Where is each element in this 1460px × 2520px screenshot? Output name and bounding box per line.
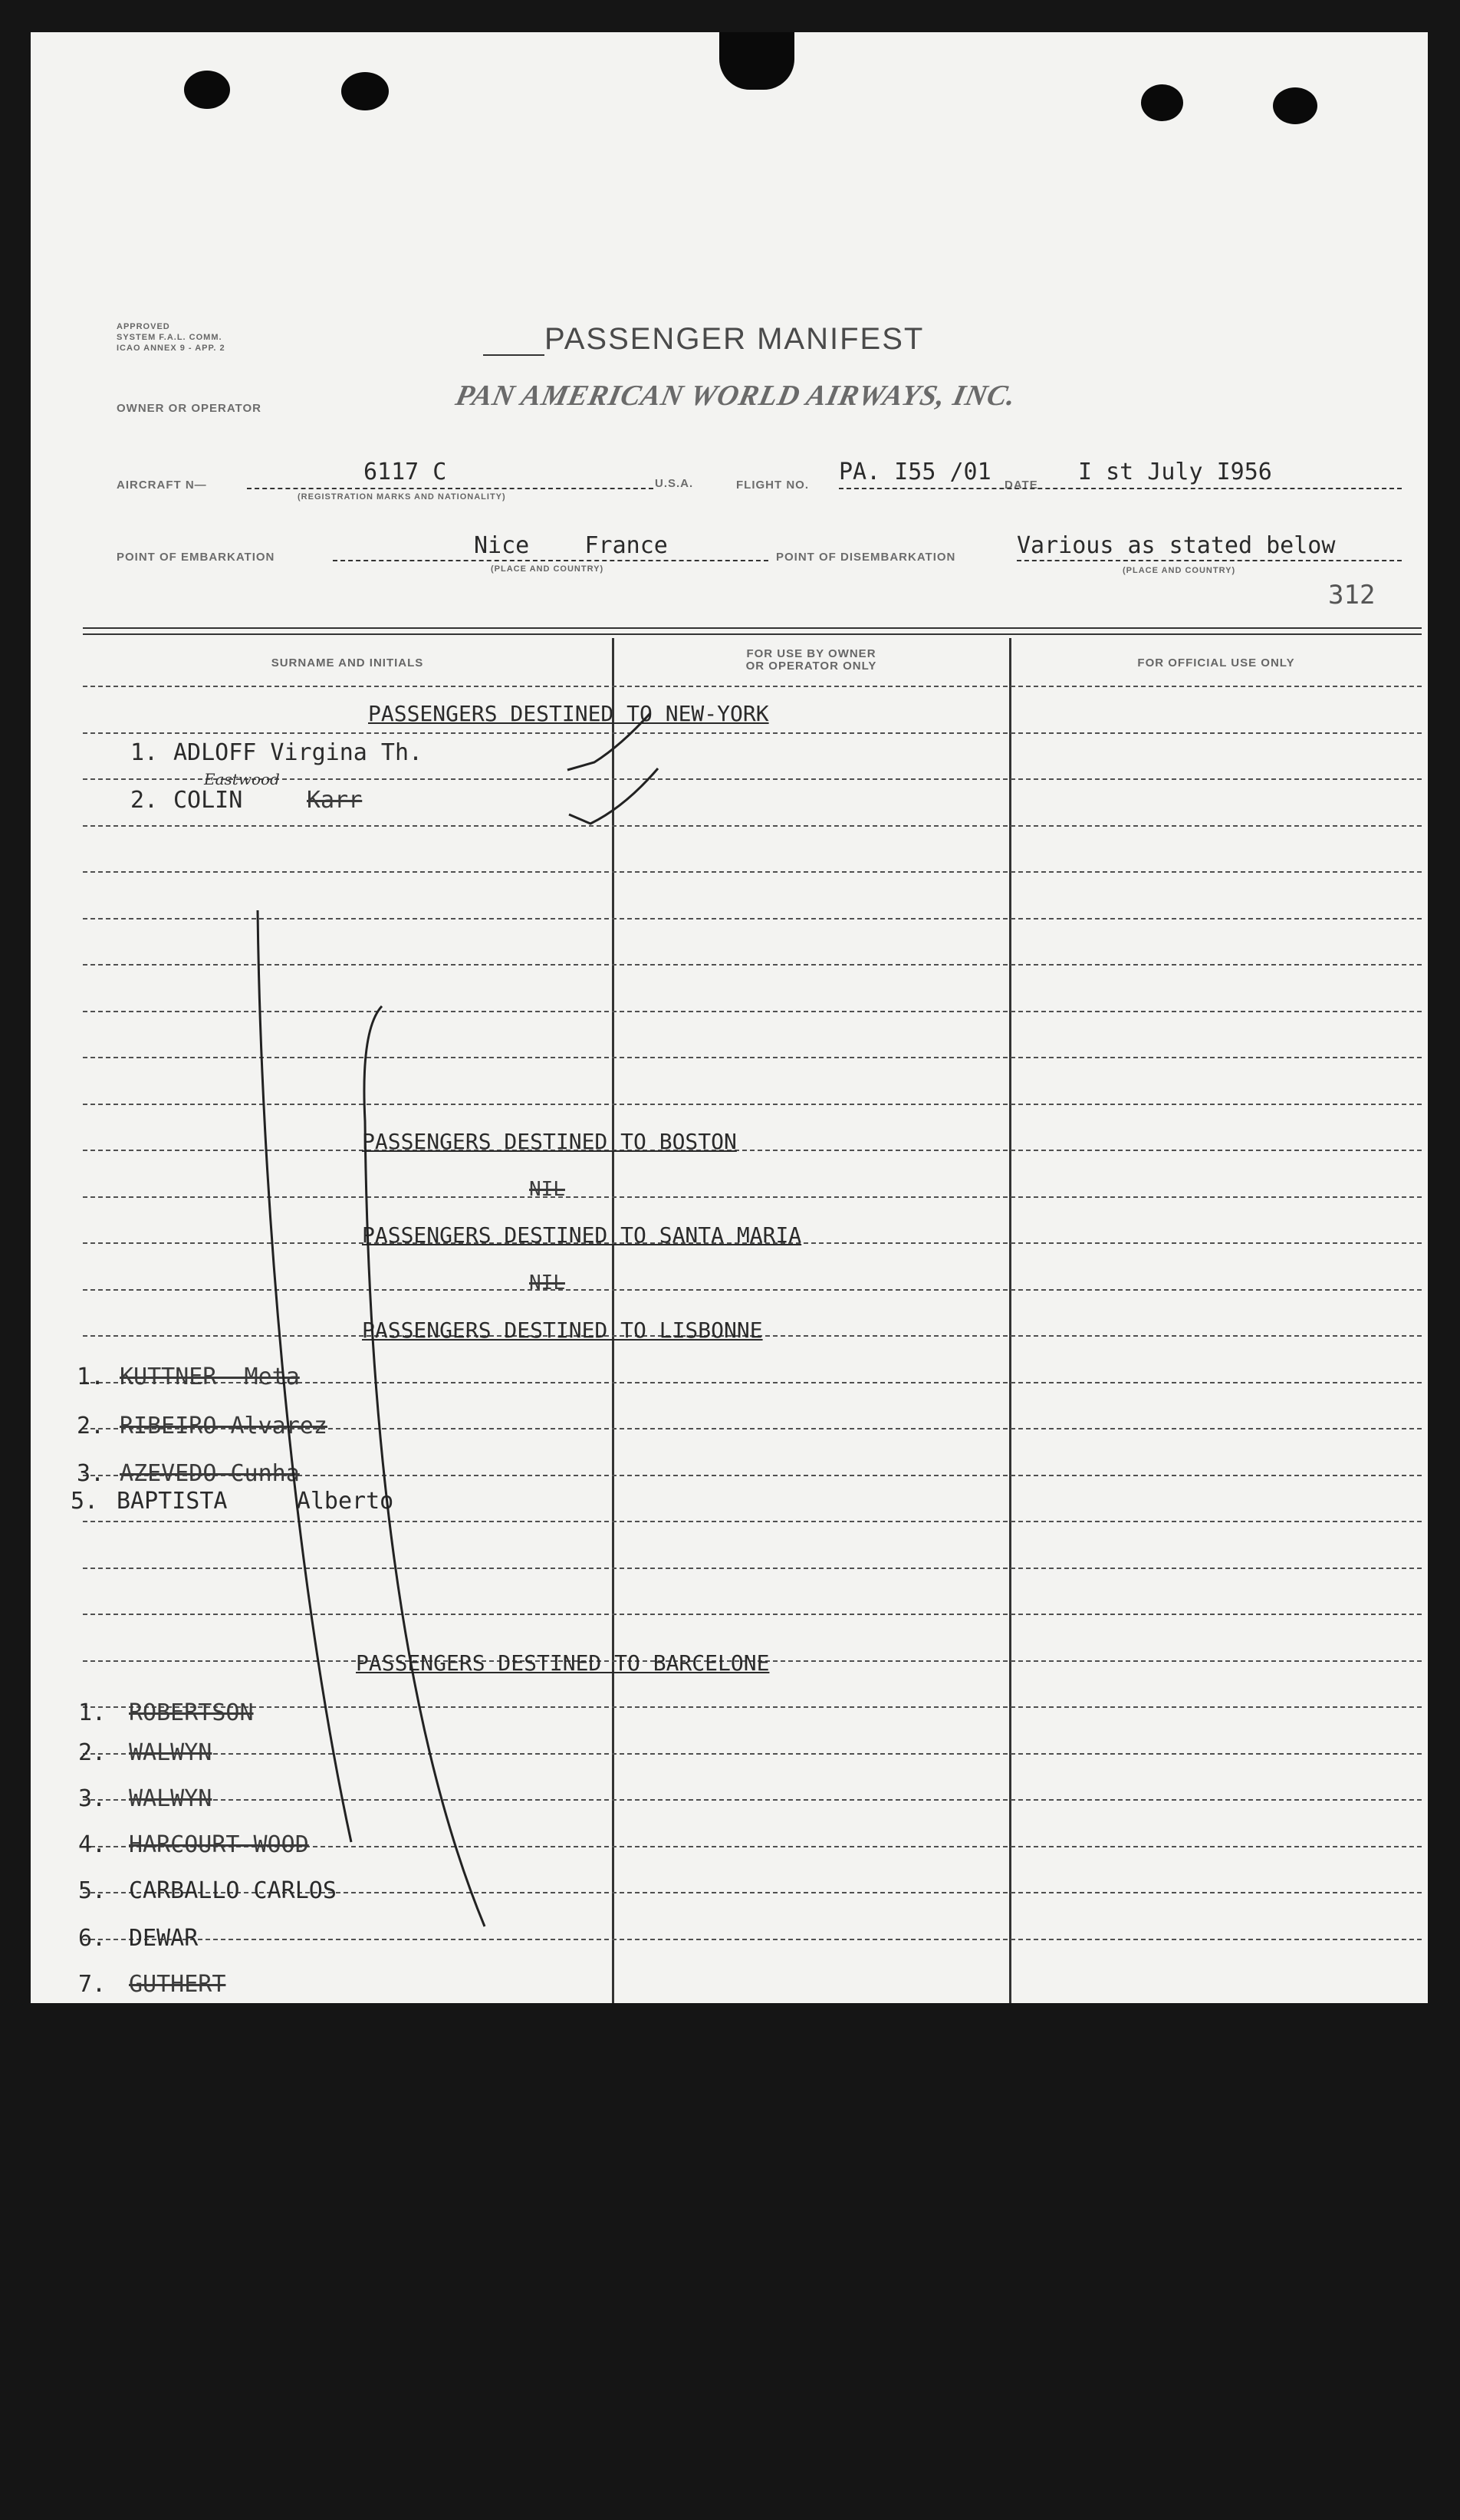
disembarkation-caption: (PLACE AND COUNTRY) (1123, 566, 1236, 575)
passenger-name: ROBERTSON (129, 1699, 254, 1726)
column-header-official: FOR OFFICIAL USE ONLY (1137, 656, 1295, 669)
entry-number: 4. (78, 1831, 107, 1858)
owner-name: PAN AMERICAN WORLD AIRWAYS, INC. (452, 380, 1020, 412)
passenger-name: DEWAR (129, 1925, 199, 1952)
section-header-santa-maria: PASSENGERS DESTINED TO SANTA MARIA (362, 1222, 802, 1248)
section-header-barcelone: PASSENGERS DESTINED TO BARCELONE (356, 1650, 770, 1676)
passenger-name: HARCOURT WOOD (129, 1831, 309, 1858)
flight-value: PA. I55 /01 (839, 459, 991, 485)
section-note-boston: NIL (529, 1178, 565, 1201)
owner-label: OWNER OR OPERATOR (117, 402, 261, 415)
entry-number: 7. (78, 1971, 107, 1998)
pen-marks (31, 32, 1428, 2003)
date-label: DATE (1005, 479, 1038, 492)
entry-number: 2. (77, 1413, 105, 1439)
column-header-owner-line1: FOR USE BY OWNER (746, 647, 876, 660)
passenger-name: COLIN (173, 787, 243, 814)
disembarkation-value: Various as stated below (1017, 532, 1336, 559)
column-header-owner-line2: OR OPERATOR ONLY (745, 660, 877, 673)
registration-caption: (REGISTRATION MARKS AND NATIONALITY) (298, 492, 506, 502)
section-header-new-york: PASSENGERS DESTINED TO NEW-YORK (368, 701, 769, 726)
entry-number: 1. (77, 1364, 105, 1390)
usa-label: U.S.A. (655, 477, 694, 490)
page-title: PASSENGER MANIFEST (544, 322, 925, 356)
check-mark-icon (567, 713, 650, 770)
section-header-boston: PASSENGERS DESTINED TO BOSTON (362, 1129, 737, 1154)
manifest-sheet (31, 32, 1428, 2003)
entry-number: 1. (130, 739, 159, 766)
column-header-surname: SURNAME AND INITIALS (271, 656, 424, 669)
aircraft-label: AIRCRAFT N— (117, 479, 207, 492)
entry-number: 5. (71, 1488, 99, 1515)
embarkation-value: Nice France (474, 532, 668, 559)
entry-number: 3. (77, 1460, 105, 1487)
passenger-name: BAPTISTA Alberto (117, 1488, 394, 1515)
section-header-lisbonne: PASSENGERS DESTINED TO LISBONNE (362, 1318, 763, 1343)
passenger-name: CARBALLO CARLOS (129, 1877, 337, 1904)
check-mark-icon (569, 768, 658, 824)
entry-number: 3. (78, 1785, 107, 1812)
disembarkation-label: POINT OF DISEMBARKATION (776, 551, 956, 564)
passenger-name: AZEVEDO Cunha (120, 1460, 300, 1487)
section-note-santa-maria: NIL (529, 1272, 565, 1295)
passenger-name: GUTHERT (129, 1971, 226, 1998)
approval-line: ICAO ANNEX 9 - APP. 2 (117, 344, 225, 353)
bracket-stroke (364, 1006, 485, 1926)
date-value: I st July I956 (1078, 459, 1272, 485)
passenger-name: KUTTNER Meta (120, 1364, 300, 1390)
page-number: 312 (1328, 580, 1376, 610)
embarkation-caption: (PLACE AND COUNTRY) (491, 564, 604, 574)
flight-label: FLIGHT NO. (736, 479, 809, 492)
handwritten-annotation: Eastwood (204, 770, 280, 788)
passenger-name: ADLOFF Virgina Th. (173, 739, 423, 766)
passenger-name: RIBEIRO Alvarez (120, 1413, 327, 1439)
passenger-name: WALWYN (129, 1739, 212, 1766)
approval-line: SYSTEM F.A.L. COMM. (117, 333, 222, 342)
entry-number: 5. (78, 1877, 107, 1904)
entry-number: 2. (130, 787, 159, 814)
entry-number: 2. (78, 1739, 107, 1766)
aircraft-value: 6117 C (363, 459, 447, 485)
entry-number: 1. (78, 1699, 107, 1726)
passenger-name: WALWYN (129, 1785, 212, 1812)
embarkation-label: POINT OF EMBARKATION (117, 551, 275, 564)
struck-name: Karr (307, 787, 363, 814)
approval-line: APPROVED (117, 322, 170, 331)
entry-number: 6. (78, 1925, 107, 1952)
bracket-stroke (258, 910, 351, 1842)
